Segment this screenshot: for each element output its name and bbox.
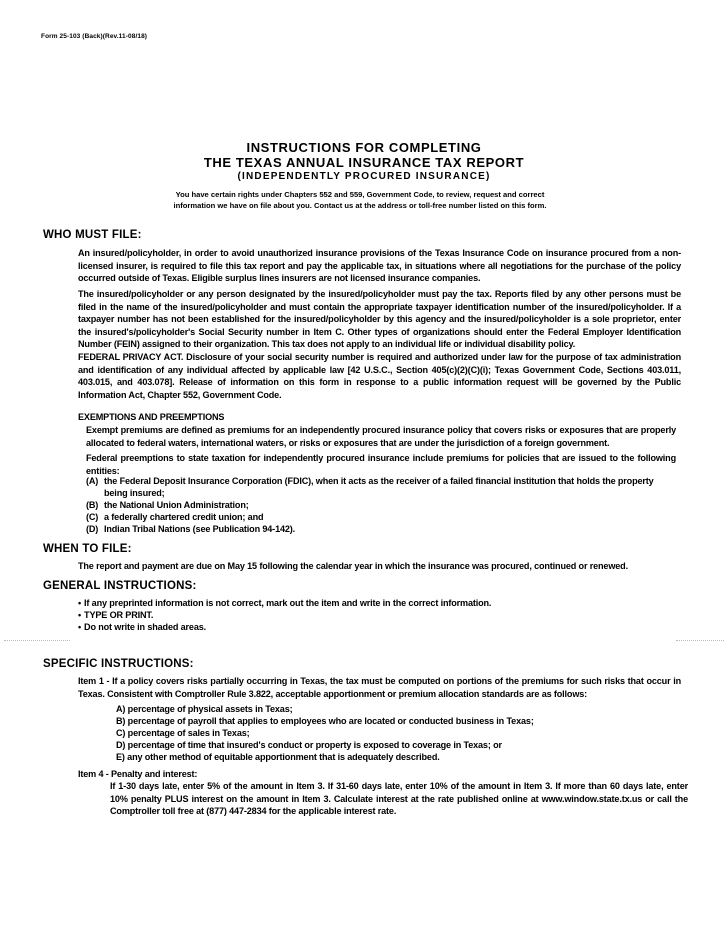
apportionment-e: E) any other method of equitable apportionment that is adequately described.	[116, 752, 440, 762]
who-must-file-para-1: An insured/policyholder, in order to avoid unauthorized insurance provisions of the Texas Insurance Code on insurance procured from a non-licensed insurer, is required to file this tax report and pay the applicable tax, in situations where all negotiations for the purchase of the policy occurred outside of Texas. Eligible surplus lines insurers are not licensed insurance companies.	[78, 248, 681, 284]
entity-a-text: the Federal Deposit Insurance Corporation (FDIC), when it acts as the receiver of a failed financial institution that holds the property	[104, 476, 654, 486]
entity-a-text-cont: being insured;	[104, 488, 165, 498]
left-fold-mark	[4, 640, 70, 642]
item-4-para: If 1-30 days late, enter 5% of the amount in Item 3. If 31-60 days late, enter 10% of the amount in Item 3. If more than 60 days late, enter 10% penalty PLUS interest on the amount in Item 3. Calculate interest at the rate published online at www.window.state.tx.us or call the Comptroller toll free at (877) 447-2834 for the applicable interest rate.	[110, 781, 688, 817]
who-must-file-para-2: The insured/policyholder or any person designated by the insured/policyholder must pay the tax. Reports filed by any other persons must be filed in the name of the insured/policyholder and must contain the appropriate taxpayer identification number of the insured/policyholder. If a taxpayer number has not been established for the insured/policyholder by this agency and the insured/policyholder is a sole proprietor, enter the insured's/policyholder's Social Security number in Item C. Other types of organizations should enter the Federal Employer Identification Number (FEIN) assigned to their organization. This tax does not apply to an individual life or individual disability policy.	[78, 289, 681, 350]
apportionment-c: C) percentage of sales in Texas;	[116, 728, 250, 738]
entity-c-text: a federally chartered credit union; and	[104, 512, 264, 522]
apportionment-d: D) percentage of time that insured's conduct or property is exposed to coverage in Texas; or	[116, 740, 502, 750]
general-bullet-3: • Do not write in shaded areas.	[78, 621, 206, 634]
federal-preemptions-para: Federal preemptions to state taxation for independently procured insurance include premiums for policies that are issued to the following entities:	[86, 453, 676, 476]
who-must-file-heading: WHO MUST FILE:	[43, 229, 142, 241]
exempt-premiums-para: Exempt premiums are defined as premiums for an independently procured insurance policy that covers risks or exposures that are properly allocated to federal waters, international waters, or risks or exposures that are under the jurisdiction of a foreign government.	[86, 425, 676, 448]
general-instructions-heading: GENERAL INSTRUCTIONS:	[43, 580, 197, 592]
federal-privacy-act-para: FEDERAL PRIVACY ACT. Disclosure of your social security number is required and authorized under law for the purpose of tax administration and identification of any individual affected by applicable law [42 U.S.C., Section 405(c)(2)(C)(i); Texas Government Code, Sections 403.011, 403.015, and 403.078]. Release of information on this form in response to a public information request will be governed by the Public Information Act, Chapter 552, Government Code.	[78, 352, 681, 400]
form-number: Form 25-103 (Back)(Rev.11-08/18)	[41, 33, 148, 40]
entity-d-text: Indian Tribal Nations (see Publication 94-142).	[104, 524, 296, 534]
general-bullet-1: • If any preprinted information is not correct, mark out the item and write in the correct information.	[78, 597, 491, 610]
apportionment-a: A) percentage of physical assets in Texas;	[116, 704, 293, 714]
right-fold-mark	[676, 640, 724, 642]
privacy-notice-line-1: You have certain rights under Chapters 552 and 559, Government Code, to review, request and correct	[175, 190, 545, 199]
privacy-notice-line-2: information we have on file about you. Contact us at the address or toll-free number listed on this form.	[173, 201, 547, 210]
apportionment-b: B) percentage of payroll that applies to employees who are located or conducted business in Texas;	[116, 716, 534, 726]
when-to-file-heading: WHEN TO FILE:	[43, 543, 132, 555]
item-1-para: Item 1 - If a policy covers risks partially occurring in Texas, the tax must be computed on portions of the premiums for such risks that occur in Texas. Consistent with Comptroller Rule 3.822, acceptable apportionment or premium allocation standards are as follows:	[78, 676, 681, 699]
when-to-file-text: The report and payment are due on May 15 following the calendar year in which the insurance was procured, continued or renewed.	[78, 561, 628, 571]
entity-c-label: (C)	[86, 512, 99, 522]
specific-instructions-heading: SPECIFIC INSTRUCTIONS:	[43, 658, 194, 670]
entity-d-label: (D)	[86, 524, 99, 534]
entity-b-text: the National Union Administration;	[104, 500, 249, 510]
exemptions-heading: EXEMPTIONS AND PREEMPTIONS	[78, 412, 225, 422]
entity-a-label: (A)	[86, 476, 99, 486]
entity-b-label: (B)	[86, 500, 99, 510]
title-line-2: THE TEXAS ANNUAL INSURANCE TAX REPORT	[203, 155, 525, 170]
title-line-3: (INDEPENDENTLY PROCURED INSURANCE)	[237, 171, 491, 182]
general-bullet-2: • TYPE OR PRINT.	[78, 609, 153, 622]
item-4-heading: Item 4 - Penalty and interest:	[78, 769, 198, 779]
title-line-1: INSTRUCTIONS FOR COMPLETING	[246, 140, 482, 155]
